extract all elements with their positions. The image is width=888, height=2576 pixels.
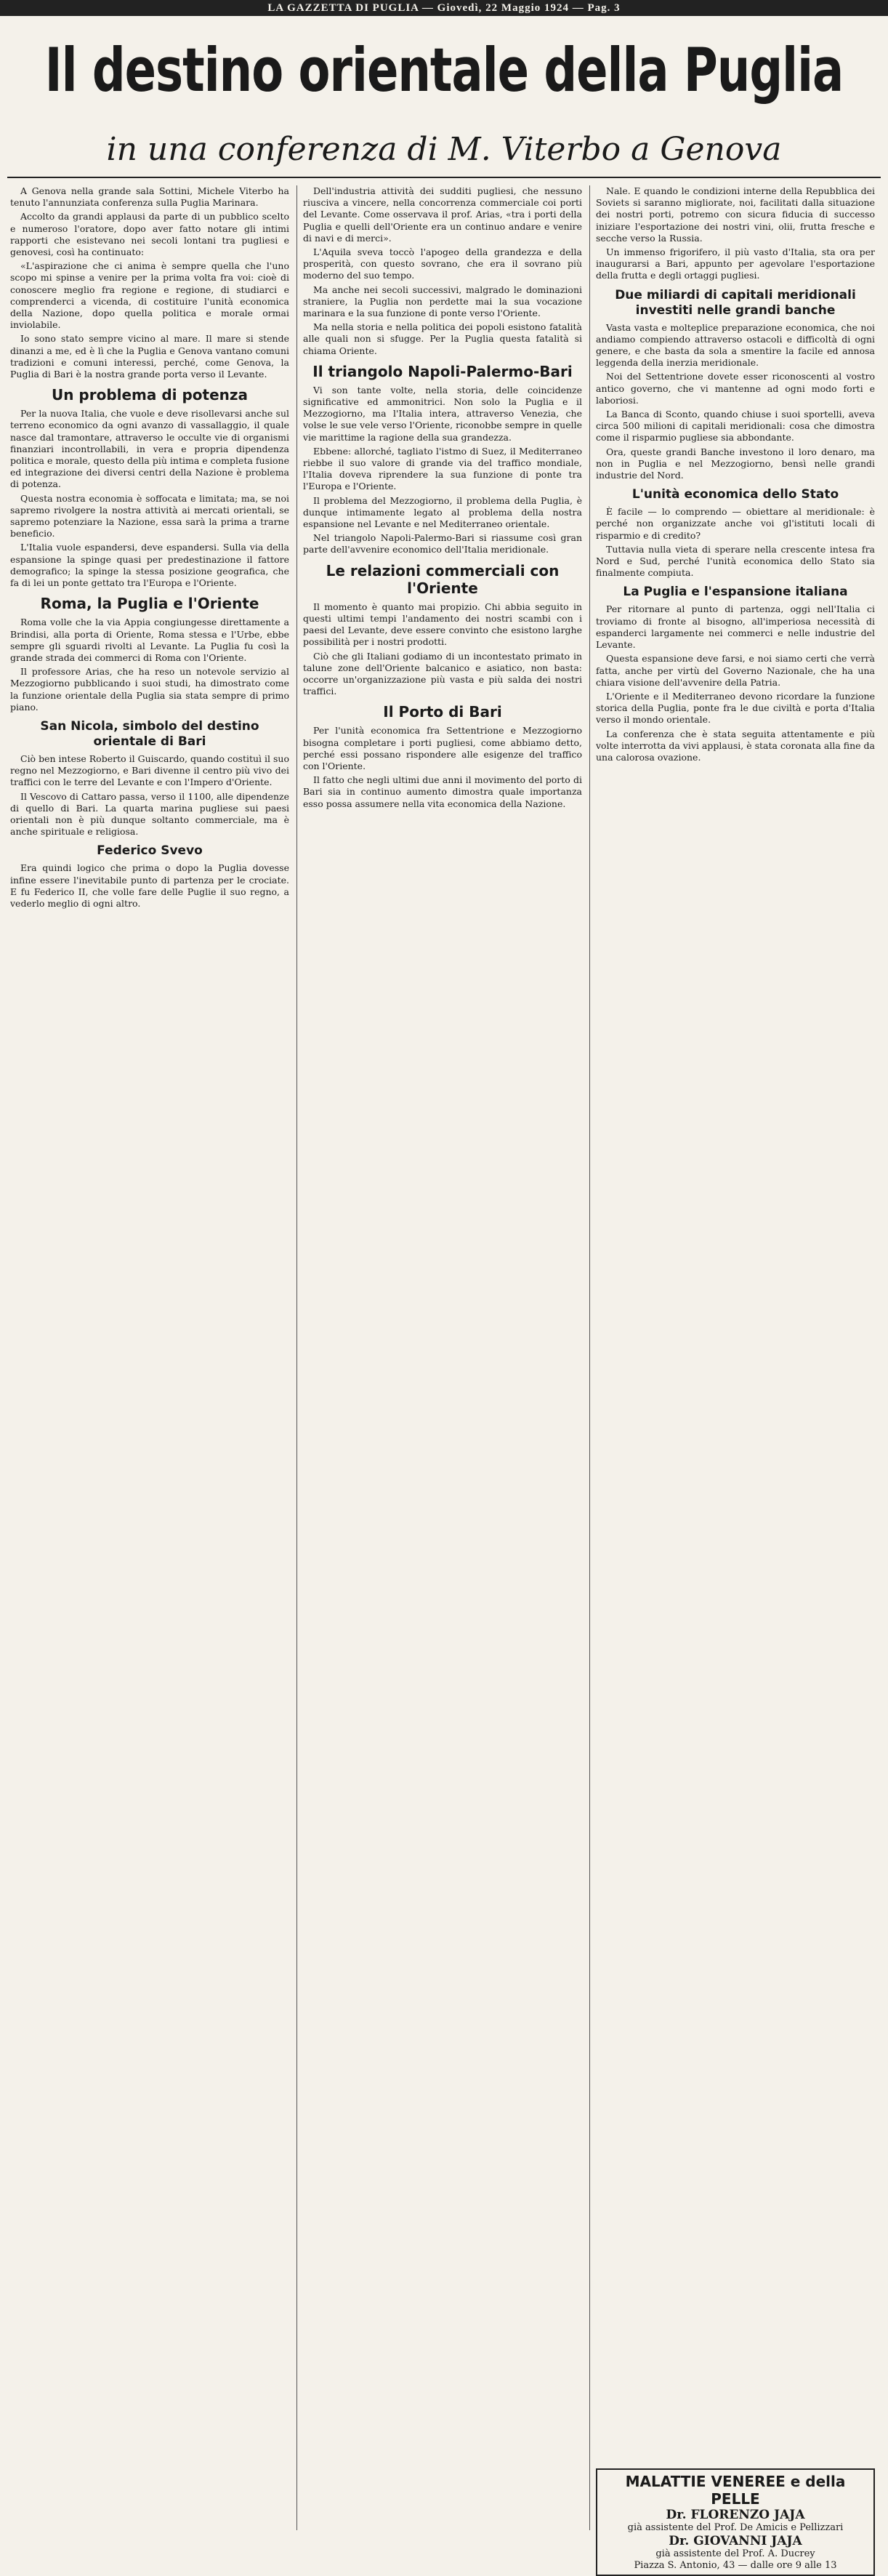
- paragraph: La Banca di Sconto, quando chiuse i suoi sportelli, aveva circa 500 milioni di capitali meridionali: cosa che dimostra come il risparmio pugliese sia abbondante.: [596, 409, 875, 444]
- paragraph: Ma nella storia e nella politica dei popoli esistono fatalità alle quali non si sfugge. Per la Puglia questa fatalità si chiama Oriente.: [303, 321, 582, 356]
- paragraph: Ora, queste grandi Banche investono il loro denaro, ma non in Puglia e nel Mezzogiorno, bensì nelle grandi industrie del Nord.: [596, 446, 875, 481]
- paragraph: Ebbene: allorché, tagliato l'istmo di Suez, il Mediterraneo riebbe il suo valore di grande via del traffico mondiale, l'Italia doveva riprendere la sua funzione di ponte tra l'Europa e l'Oriente.: [303, 445, 582, 492]
- section-heading: Un problema di potenza: [51, 386, 249, 404]
- section-heading: Federico Svevo: [97, 843, 203, 859]
- paragraph: Questa espansione deve farsi, e noi siamo certi che verrà fatta, anche per virtù del Governo Nazionale, che ha una chiara visione dell'avvenire della Patria.: [596, 653, 875, 688]
- section-heading: Il Porto di Bari: [383, 703, 502, 721]
- paragraph: Vi son tante volte, nella storia, delle coincidenze significative ed ammonitrici. Non solo la Puglia e il Mezzogiorno, ma l'Italia intera, attraverso Venezia, che volse le sue vele verso l'Oriente, riconobbe sempre in quelle vie marittime la ragione della sua grandezza.: [303, 384, 582, 443]
- paragraph: Dell'industria attività dei sudditi pugliesi, che nessuno riusciva a vincere, nella concorrenza commerciale coi porti del Levante. Come osservava il prof. Arias, «tra i porti della Puglia e quelli dell'Oriente era un continuo andare e venire di navi e di merci».: [303, 185, 582, 244]
- ad-credential: già assistente del Prof. De Amicis e Pellizzari: [627, 2522, 844, 2533]
- paragraph: L'Oriente e il Mediterraneo devono ricordare la funzione storica della Puglia, ponte fra le due civiltà e porta d'Italia verso il mondo orientale.: [596, 690, 875, 726]
- subheadline: in una conferenza di M. Viterbo a Genova: [106, 131, 782, 168]
- section-heading: San Nicola, simbolo del destino orientale di Bari: [40, 718, 259, 749]
- headline: Il destino orientale della Puglia: [44, 36, 844, 106]
- paragraph: Il problema del Mezzogiorno, il problema della Puglia, è dunque intimamente legato al problema della nostra espansione nel Levante e nel Mediterraneo orientale.: [303, 494, 582, 530]
- paragraph: Ciò ben intese Roberto il Guiscardo, quando costituì il suo regno nel Mezzogiorno, e Bari divenne il centro più vivo dei traffici con le terre del Levante e con l'Impero d'Oriente.: [10, 753, 289, 788]
- paragraph: Un immenso frigorifero, il più vasto d'Italia, sta ora per inaugurarsi a Bari, appunto per agevolare l'esportazione della frutta e degli ortaggi pugliesi.: [596, 246, 875, 281]
- paragraph: Per l'unità economica fra Settentrione e Mezzogiorno bisogna completare i porti pugliesi, come abbiamo detto, perché essi possano rispondere alle esigenze del traffico con l'Oriente.: [303, 725, 582, 771]
- advertisement-box: [596, 2468, 875, 2576]
- paragraph: Tuttavia nulla vieta di sperare nella crescente intesa fra Nord e Sud, perché l'unità economica dello Stato sia finalmente compiuta.: [596, 543, 875, 579]
- ad-title: MALATTIE VENEREE e della PELLE: [625, 2473, 846, 2508]
- paragraph: Il momento è quanto mai propizio. Chi abbia seguito in questi ultimi tempi l'andamento dei nostri scambi con i paesi del Levante, deve essere convinto che esistono larghe possibilità per i nostri prodotti.: [303, 601, 582, 648]
- paragraph: «L'aspirazione che ci anima è sempre quella che l'uno scopo mi spinse a venire per la prima volta fra voi: cioè di conoscere meglio fra regione e regione, di studiarci e comprenderci a vicenda, di costituire l'unità economica della Nazione, dopo quella politica e morale ormai inviolabile.: [10, 260, 289, 331]
- paragraph: Noi del Settentrione dovete esser riconoscenti al vostro antico governo, che vi mantenne ad ogni modo forti e laboriosi.: [596, 371, 875, 406]
- section-heading: La Puglia e l'espansione italiana: [623, 585, 848, 600]
- paragraph: Nale. E quando le condizioni interne della Repubblica dei Soviets si saranno migliorate, noi, facilitati dalla situazione dei nostri porti, potremo con sicura fiducia di successo iniziare l'esportazione dei nostri vini, olii, frutta fresche e secche verso la Russia.: [596, 185, 875, 244]
- column-divider: [296, 185, 297, 2530]
- paragraph: Per la nuova Italia, che vuole e deve risollevarsi anche sul terreno economico da ogni avanzo di vassallaggio, il quale nasce dal tramontare, attraverso le occulte vie di organismi finanziari incontrollabili, in vera e propria dipendenza politica e morale, questo della più intima e completa fusione ed integrazione dei diversi centri della Nazione è problema di potenza.: [10, 408, 289, 490]
- paragraph: Nel triangolo Napoli-Palermo-Bari si riassume così gran parte dell'avvenire economico dell'Italia meridionale.: [303, 532, 582, 555]
- section-heading: L'unità economica dello Stato: [631, 487, 839, 502]
- paragraph: Vasta vasta e molteplice preparazione economica, che noi andiamo compiendo attraverso ostacoli e difficoltà di ogni genere, e che basta da sola a smentire la facile ed annosa leggenda della inerzia meridionale.: [596, 321, 875, 369]
- paragraph: Ciò che gli Italiani godiamo di un incontestato primato in talune zone dell'Oriente balcanico e asiatico, non basta: occorre un'organizzazione più vasta e più salda dei nostri traffici.: [303, 650, 582, 697]
- ad-doctor-name: Dr. FLORENZO JAJA: [666, 2508, 805, 2522]
- section-heading: Le relazioni commerciali con l'Oriente: [326, 561, 560, 597]
- section-heading: Roma, la Puglia e l'Oriente: [40, 595, 259, 613]
- paragraph: La conferenza che è stata seguita attentamente e più volte interrotta da vivi applausi, è stata coronata alla fine da una calorosa ovazione.: [596, 728, 875, 763]
- header-rule: [7, 177, 881, 178]
- ad-doctor-name: Dr. GIOVANNI JAJA: [669, 2534, 802, 2548]
- paragraph: Era quindi logico che prima o dopo la Puglia dovesse infine essere l'inevitabile punto di partenza per le crociate. E fu Federico II, che volle fare delle Puglie il suo regno, a vederlo meglio di ogni altro.: [10, 862, 289, 909]
- article-column-3: [596, 185, 875, 2527]
- paragraph: Il professore Arias, che ha reso un notevole servizio al Mezzogiorno pubblicando i suoi studi, ha dimostrato come la funzione orientale della Puglia sia stata sempre di primo piano.: [10, 666, 289, 713]
- paragraph: Questa nostra economia è soffocata e limitata; ma, se noi sapremo rivolgere la nostra attività ai mercati orientali, se sapremo potenziare la Nazione, essa sarà la prima a trarne beneficio.: [10, 492, 289, 539]
- ad-credential: già assistente del Prof. A. Ducrey: [655, 2548, 815, 2559]
- paragraph: Il fatto che negli ultimi due anni il movimento del porto di Bari sia in continuo aumento dimostra quale importanza esso possa assumere nella vita economica della Nazione.: [303, 774, 582, 809]
- article-column-1: [10, 185, 289, 2527]
- paragraph: È facile — lo comprendo — obiettare al meridionale: è perché non organizzate anche voi gl'istituti locali di risparmio e di credito?: [596, 506, 875, 541]
- ad-address: Piazza S. Antonio, 43 — dalle ore 9 alle 13: [634, 2560, 837, 2571]
- paragraph: L'Aquila sveva toccò l'apogeo della grandezza e della prosperità, con questo sovrano, che era il sovrano più moderno del suo tempo.: [303, 246, 582, 281]
- paragraph: Il Vescovo di Cattaro passa, verso il 1100, alle dipendenze di quello di Bari. La quarta marina pugliese sui paesi orientali non è più dunque soltanto commerciale, ma è anche spirituale e religiosa.: [10, 790, 289, 838]
- paragraph: Io sono stato sempre vicino al mare. Il mare si stende dinanzi a me, ed è lì che la Puglia e Genova vantano comuni tradizioni e comuni interessi, perché, come Genova, la Puglia di Bari è la nostra grande porta verso il Levante.: [10, 333, 289, 380]
- paragraph: A Genova nella grande sala Sottini, Michele Viterbo ha tenuto l'annunziata conferenza sulla Puglia Marinara.: [10, 185, 289, 209]
- paragraph: Roma volle che la via Appia congiungesse direttamente a Brindisi, alla porta di Oriente, Roma stessa e l'Urbe, ebbe sempre gli sguardi rivolti al Levante. La Puglia fu così la grande strada dei commerci di Roma con l'Oriente.: [10, 617, 289, 663]
- masthead: LA GAZZETTA DI PUGLIA — Giovedì, 22 Maggio 1924 — Pag. 3: [0, 0, 888, 16]
- paragraph: Per ritornare al punto di partenza, oggi nell'Italia ci troviamo di fronte al bisogno, all'imperiosa necessità di espanderci largamente nei commerci e nelle industrie del Levante.: [596, 603, 875, 651]
- paragraph: Accolto da grandi applausi da parte di un pubblico scelto e numeroso l'oratore, dopo aver fatto notare gli intimi rapporti che esistevano nei secoli lontani tra pugliesi e genovesi, così ha continuato:: [10, 211, 289, 258]
- section-heading: Il triangolo Napoli-Palermo-Bari: [312, 362, 573, 380]
- section-heading: Due miliardi di capitali meridionali investiti nelle grandi banche: [615, 287, 856, 318]
- article-column-2: [303, 185, 582, 2527]
- column-divider: [589, 185, 590, 2530]
- paragraph: L'Italia vuole espandersi, deve espandersi. Sulla via della espansione la spinge quasi per predestinazione il fattore demografico; la spinge la stessa posizione geografica, che fa di lei un ponte gettato tra l'Europa e l'Oriente.: [10, 542, 289, 589]
- paragraph: Ma anche nei secoli successivi, malgrado le dominazioni straniere, la Puglia non perdette mai la sua vocazione marinara e la sua funzione di ponte verso l'Oriente.: [303, 284, 582, 319]
